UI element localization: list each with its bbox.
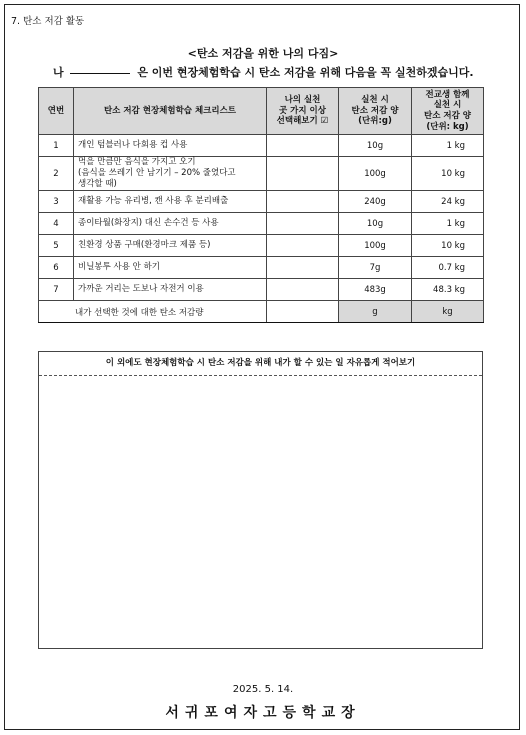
row-check-cell[interactable]	[267, 213, 339, 235]
row-checklist-item: 종이타월(화장지) 대신 손수건 등 사용	[74, 213, 267, 235]
header-reduction-kg: 전교생 함께 실천 시 탄소 저감 양 (단위: kg)	[412, 88, 484, 135]
total-check-cell[interactable]	[267, 301, 339, 323]
table-row	[39, 157, 484, 191]
row-reduction-kg: 10 kg	[412, 235, 484, 257]
row-number: 4	[39, 213, 74, 235]
row-check-cell[interactable]	[267, 279, 339, 301]
document-date: 2025. 5. 14.	[232, 684, 294, 695]
table-row	[39, 257, 484, 279]
pledge-suffix: 은 이번 현장체험학습 시 탄소 저감을 위해 다음을 꼭 실천하겠습니다.	[137, 66, 474, 79]
row-number: 6	[39, 257, 74, 279]
header-checklist: 탄소 저감 현장체험학습 체크리스트	[74, 88, 267, 135]
row-reduction-g: 100g	[339, 157, 412, 191]
total-g-cell[interactable]: g	[339, 301, 412, 323]
row-reduction-g: 10g	[339, 213, 412, 235]
row-number: 7	[39, 279, 74, 301]
section-title: 7. 탄소 저감 활동	[11, 16, 85, 27]
row-number: 3	[39, 191, 74, 213]
row-reduction-g: 240g	[339, 191, 412, 213]
header-row	[39, 88, 484, 135]
pledge-sentence	[53, 64, 474, 80]
row-reduction-kg: 1 kg	[412, 135, 484, 157]
principal-signature: 서귀포여자고등학교장	[165, 705, 361, 721]
table-row	[39, 235, 484, 257]
header-reduction-g: 실천 시 탄소 저감 양 (단위:g)	[339, 88, 412, 135]
header-my-practice: 나의 실천 곳 가지 이상 선택해보기 ☑	[267, 88, 339, 135]
row-check-cell[interactable]	[267, 257, 339, 279]
row-reduction-kg: 10 kg	[412, 157, 484, 191]
header-no: 연번	[39, 88, 74, 135]
row-reduction-kg: 0.7 kg	[412, 257, 484, 279]
row-reduction-g: 7g	[339, 257, 412, 279]
pledge-prefix: 나	[53, 66, 64, 79]
table-row	[39, 135, 484, 157]
row-reduction-kg: 48.3 kg	[412, 279, 484, 301]
total-row	[39, 301, 484, 323]
table-row	[39, 191, 484, 213]
pledge-title: <탄소 저감을 위한 나의 다짐>	[187, 47, 339, 60]
total-kg-cell[interactable]: kg	[412, 301, 484, 323]
free-write-prompt: 이 외에도 현장체험학습 시 탄소 저감을 위해 내가 할 수 있는 일 자유롭게 적어보기	[105, 358, 416, 368]
row-number: 5	[39, 235, 74, 257]
row-reduction-kg: 24 kg	[412, 191, 484, 213]
row-reduction-g: 10g	[339, 135, 412, 157]
row-check-cell[interactable]	[267, 235, 339, 257]
row-checklist-item: 가까운 거리는 도보나 자전거 이용	[74, 279, 267, 301]
free-write-divider	[39, 375, 482, 376]
row-number: 2	[39, 157, 74, 191]
name-blank[interactable]	[70, 73, 130, 74]
row-number: 1	[39, 135, 74, 157]
table-row	[39, 213, 484, 235]
carbon-checklist-table	[38, 87, 484, 323]
row-reduction-g: 483g	[339, 279, 412, 301]
free-write-box[interactable]	[38, 351, 483, 649]
row-checklist-item: 재활용 가능 유리병, 캔 사용 후 분리배출	[74, 191, 267, 213]
row-check-cell[interactable]	[267, 157, 339, 191]
row-checklist-item: 친환경 상품 구매(환경마크 제품 등)	[74, 235, 267, 257]
row-check-cell[interactable]	[267, 191, 339, 213]
row-check-cell[interactable]	[267, 135, 339, 157]
row-reduction-g: 100g	[339, 235, 412, 257]
row-checklist-item: 비닐봉투 사용 안 하기	[74, 257, 267, 279]
row-reduction-kg: 1 kg	[412, 213, 484, 235]
table-row	[39, 279, 484, 301]
row-checklist-item: 개인 텀블러나 다회용 컵 사용	[74, 135, 267, 157]
total-label: 내가 선택한 것에 대한 탄소 저감량	[39, 301, 267, 323]
row-checklist-item: 먹을 만큼만 음식을 가지고 오기 (음식을 쓰레기 안 남기기 – 20% 줄였다고 생각할 때)	[74, 157, 267, 191]
